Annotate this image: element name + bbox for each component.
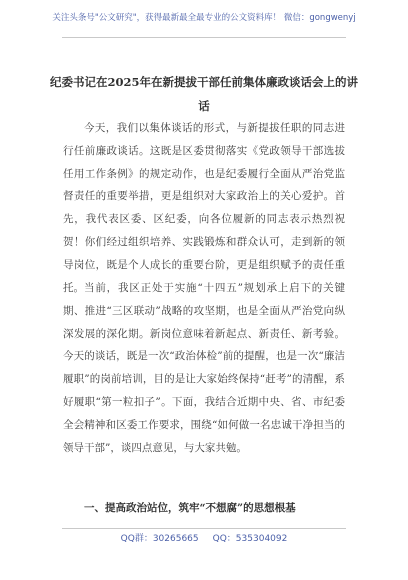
header-promo-note: 关注头条号"公文研究"，获得最新最全最专业的公文资料库！ 微信：gongwenyj	[52, 13, 356, 23]
section-heading-1: 一、提高政治站位，筑牢“不想腐”的思想根基	[84, 502, 296, 514]
paragraph-text: 今天，我们以集体谈话的形式，与新提拔任职的同志进行任前廉政谈话。这既是区委贯彻落实《党政领导干部选拔任用工作条例》的规定动作，也是纪委履行全面从严治党监督责任的重要举措，更是组织对大家政治上的关心爱护。首先，我代表区委、区纪委，向各位履新的同志表示热烈祝贺！你们经过组织培养、实践锻炼和群众认可，走到新的领导岗位，既是个人成长的重要台阶，更是组织赋予的责任重托。	[63, 122, 345, 294]
document-title: 纪委书记在2025年在新提拔干部任前集体廉政谈话会上的讲话	[49, 75, 358, 113]
footer-qq-group: QQ群：30265665	[120, 534, 199, 544]
paragraph-text: 当前，我区正处于实施“十四五”规划承上启下的关键期、推进“三区联动”战略的攻坚期，也是全面从严治党向纵深发展的深化期。新岗位意味着新起点、新责任、新考验。今天的谈话，既是一次“政治体检”前的提醒，也是一次“廉洁履职”的岗前培训，目的是让大家始终保持“赶考”的清醒，系好履职“第一粒扣子”。下面，我结合近期中央、省、市纪委全会精神和区委工作要求，围绕“如何做一名忠诚干净担当的领导干部”，谈四点意见，与大家共勉。	[63, 282, 345, 454]
body-paragraph-2	[63, 277, 345, 459]
header-divider	[62, 37, 346, 38]
body-paragraph-1	[63, 117, 345, 299]
footer-contact	[0, 533, 408, 545]
footer-qq-number: QQ：535304092	[212, 534, 288, 544]
footer-divider	[62, 528, 346, 529]
